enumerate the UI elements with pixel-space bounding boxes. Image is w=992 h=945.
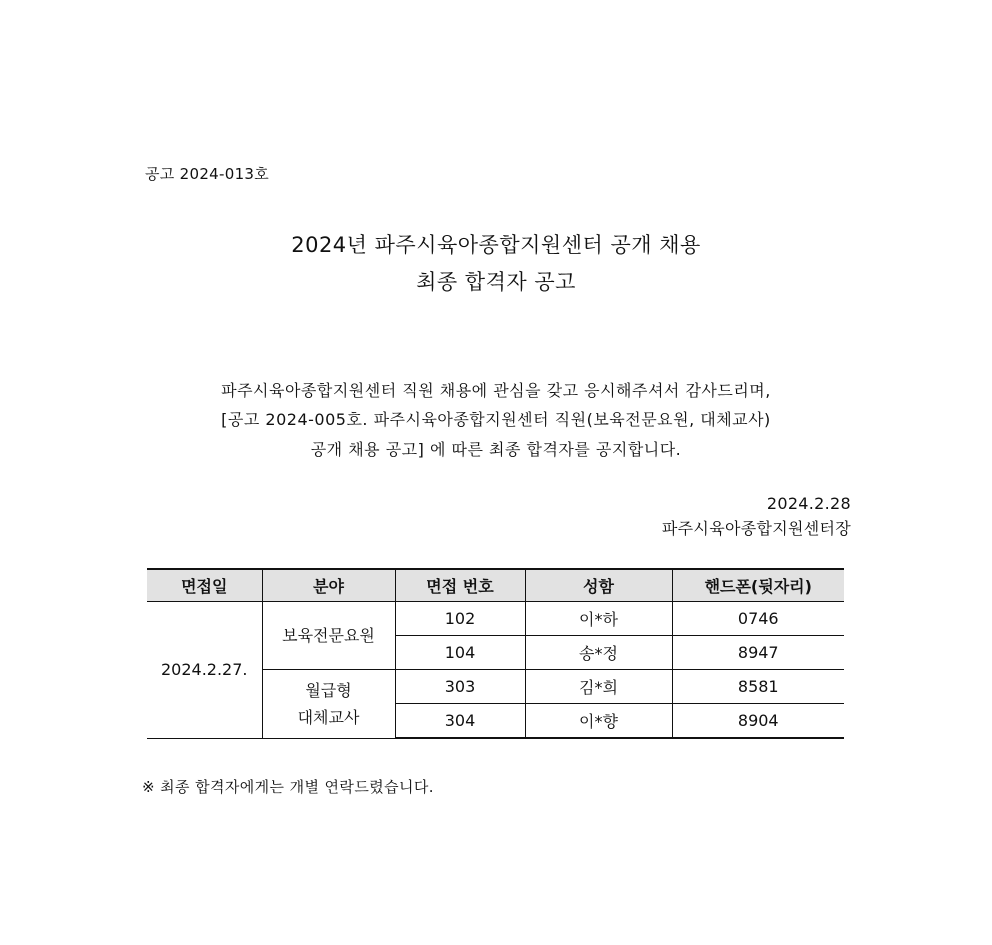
header-field: 분야	[262, 569, 395, 602]
field-cell	[262, 602, 395, 670]
notice-number: 공고 2024-013호	[145, 165, 270, 183]
name-cell: 이*하	[525, 602, 672, 636]
interview-date-cell: 2024.2.27.	[147, 602, 262, 739]
header-name: 성함	[525, 569, 672, 602]
document-title-line-1: 2024년 파주시육아종합지원센터 공개 채용	[291, 233, 701, 257]
name-cell: 송*정	[525, 636, 672, 670]
name-cell: 김*희	[525, 670, 672, 704]
table-header-row	[147, 569, 844, 602]
name-cell: 이*향	[525, 704, 672, 739]
issuer-name: 파주시육아종합지원센터장	[661, 519, 851, 538]
footnote: ※ 최종 합격자에게는 개별 연락드렸습니다.	[142, 778, 434, 796]
announcement-date: 2024.2.28	[766, 494, 851, 513]
interview-number-cell: 102	[395, 602, 525, 636]
document-title-line-2: 최종 합격자 공고	[416, 270, 576, 294]
body-text-line-3: 공개 채용 공고] 에 따른 최종 합격자를 공지합니다.	[310, 440, 682, 459]
interview-number-cell: 104	[395, 636, 525, 670]
field-label-line-1: 월급형	[305, 680, 352, 700]
body-text-line-1: 파주시육아종합지원센터 직원 채용에 관심을 갖고 응시해주셔서 감사드리며,	[221, 381, 771, 400]
results-table	[147, 568, 844, 739]
field-label: 보육전문요원	[282, 626, 375, 645]
table-row	[147, 602, 844, 636]
phone-cell: 8947	[672, 636, 844, 670]
field-cell	[262, 670, 395, 739]
field-label-line-2: 대체교사	[297, 707, 360, 727]
header-interview-date: 면접일	[147, 569, 262, 602]
body-text-line-2: [공고 2024-005호. 파주시육아종합지원센터 직원(보육전문요원, 대체교사)	[221, 410, 771, 429]
phone-cell: 0746	[672, 602, 844, 636]
header-phone: 핸드폰(뒷자리)	[672, 569, 844, 602]
phone-cell: 8581	[672, 670, 844, 704]
phone-cell: 8904	[672, 704, 844, 739]
interview-number-cell: 304	[395, 704, 525, 739]
interview-number-cell: 303	[395, 670, 525, 704]
header-interview-number: 면접 번호	[395, 569, 525, 602]
